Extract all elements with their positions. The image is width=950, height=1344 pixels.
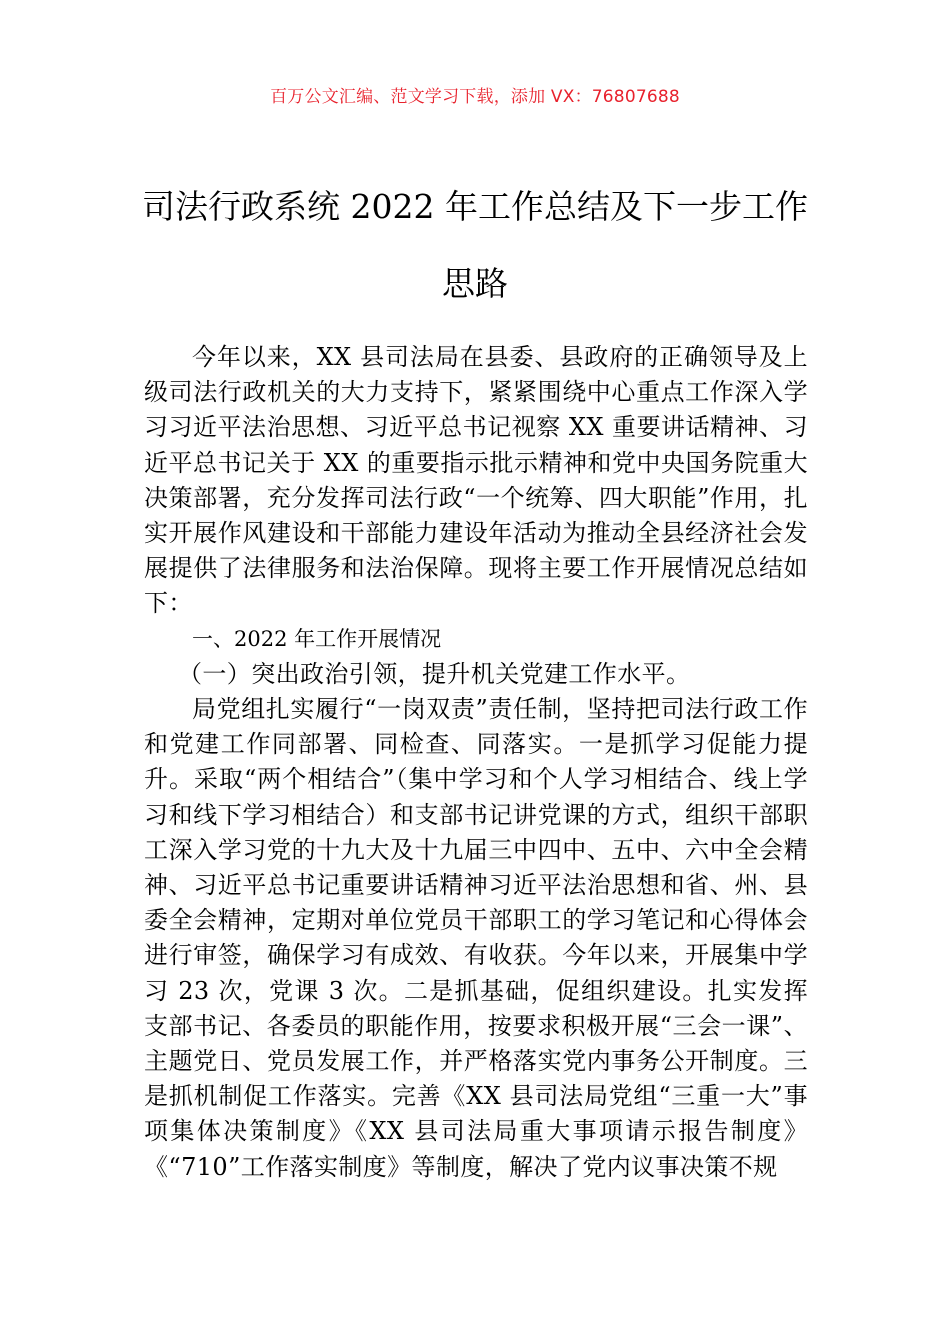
promo-banner: 百万公文汇编、范文学习下载，添加 VX：76807688 bbox=[270, 87, 680, 107]
body-paragraph: 局党组扎实履行“一岗双责”责任制，坚持把司法行政工作和党建工作同部署、同检查、同落实。一是抓学习促能力提升。采取“两个相结合”（集中学习和个人学习相结合、线上学习和线下学习相结合）和支部书记讲党课的方式，组织干部职工深入学习党的十九大及十九届三中四中、五中、六中全会精神、习近平总书记重要讲话精神习近平法治思想和省、州、县委全会精神，定期对单位党员干部职工的学习笔记和心得体会进行审签，确保学习有成效、有收获。今年以来，开展集中学习 23 次，党课 3 次。二是抓基础，促组织建设。扎实发挥支部书记、各委员的职能作用，按要求积极开展“三会一课”、主题党日、党员发展工作，并严格落实党内事务公开制度。三是抓机制促工作落实。完善《XX 县司法局党组“三重一大”事项集体决策制度》《XX 县司法局重大事项请示报告制度》《“710”工作落实制度》等制度，解决了党内议事决策不规 bbox=[144, 695, 808, 1181]
section-heading: 一、2022 年工作开展情况 bbox=[192, 626, 442, 651]
subsection-heading: （一）突出政治引领，提升机关党建工作水平。 bbox=[178, 659, 691, 688]
document-body bbox=[144, 340, 808, 1185]
intro-paragraph: 今年以来，XX 县司法局在县委、县政府的正确领导及上级司法行政机关的大力支持下，紧紧围绕中心重点工作深入学习习近平法治思想、习近平总书记视察 XX 重要讲话精神、习近平总书记关于 XX 的重要指示批示精神和党中央国务院重大决策部署，充分发挥司法行政“一个统筹、四大职能”作用，扎实开展作风建设和干部能力建设年活动为推动全县经济社会发展提供了法律服务和法治保障。现将主要工作开展情况总结如下： bbox=[144, 343, 808, 618]
document-title: 司法行政系统 2022 年工作总结及下一步工作思路 bbox=[142, 187, 808, 303]
